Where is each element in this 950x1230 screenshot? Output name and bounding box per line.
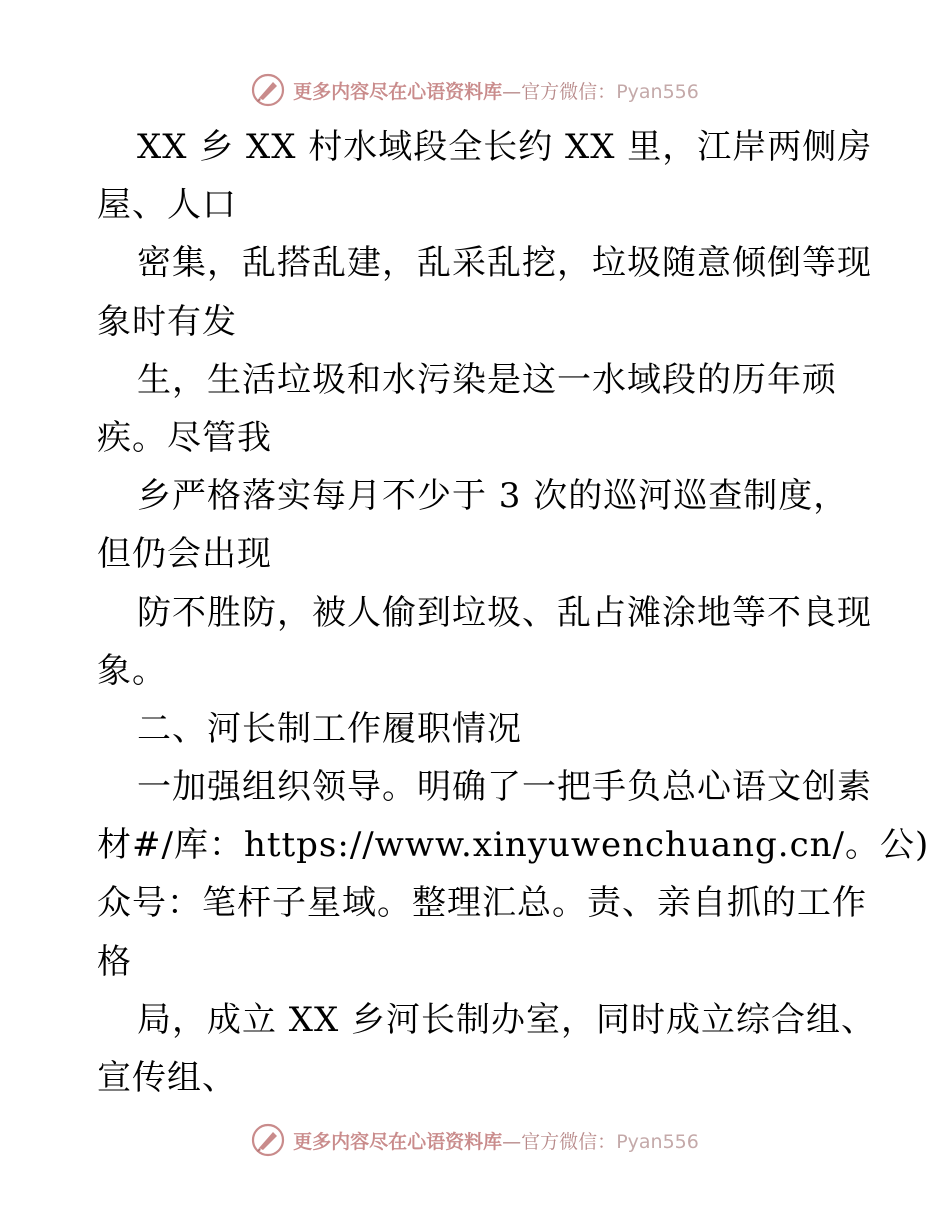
body-line: 疾。尽管我 bbox=[97, 417, 272, 458]
footer-banner-wechat-id: Pyan556 bbox=[616, 1130, 699, 1153]
footer-banner-text bbox=[293, 1127, 699, 1154]
document-body bbox=[97, 118, 930, 1107]
header-banner-title: 更多内容尽在心语资料库 bbox=[293, 80, 503, 103]
body-line: 象。 bbox=[97, 650, 167, 691]
footer-banner-title: 更多内容尽在心语资料库 bbox=[293, 1130, 503, 1153]
body-line: 局，成立 XX 乡河长制办室，同时成立综合组、 bbox=[137, 999, 877, 1040]
body-line: 宣传组、 bbox=[97, 1058, 237, 1098]
body-line: XX 乡 XX 村水域段全长约 XX 里，江岸两侧房 bbox=[137, 127, 873, 167]
footer-banner bbox=[0, 1120, 950, 1160]
header-banner-wechat-label: —官方微信： bbox=[502, 80, 617, 103]
body-line: 材#/库：https://www.xinyuwenchuang.cn/。公) bbox=[97, 825, 930, 866]
body-line: 众号：笔杆子星域。整理汇总。责、亲自抓的工作 bbox=[97, 883, 867, 924]
pen-logo-icon bbox=[251, 1123, 285, 1157]
section-heading: 二、河长制工作履职情况 bbox=[137, 708, 522, 749]
body-line: 象时有发 bbox=[97, 301, 237, 342]
body-line: 格 bbox=[97, 941, 132, 982]
header-banner bbox=[0, 70, 950, 110]
header-banner-text bbox=[293, 77, 699, 104]
pen-logo-icon bbox=[251, 73, 285, 107]
body-line: 密集，乱搭乱建，乱采乱挖，垃圾随意倾倒等现 bbox=[137, 243, 872, 284]
footer-banner-wechat-label: —官方微信： bbox=[502, 1130, 617, 1153]
body-line: 生，生活垃圾和水污染是这一水域段的历年顽 bbox=[137, 359, 837, 400]
header-banner-wechat-id: Pyan556 bbox=[616, 80, 699, 103]
body-line: 乡严格落实每月不少于 3 次的巡河巡查制度， bbox=[137, 476, 849, 517]
body-line: 防不胜防，被人偷到垃圾、乱占滩涂地等不良现 bbox=[137, 592, 872, 633]
body-line: 但仍会出现 bbox=[97, 534, 272, 575]
body-line: 一加强组织领导。明确了一把手负总心语文创素 bbox=[137, 767, 872, 808]
body-line: 屋、人口 bbox=[97, 185, 237, 226]
